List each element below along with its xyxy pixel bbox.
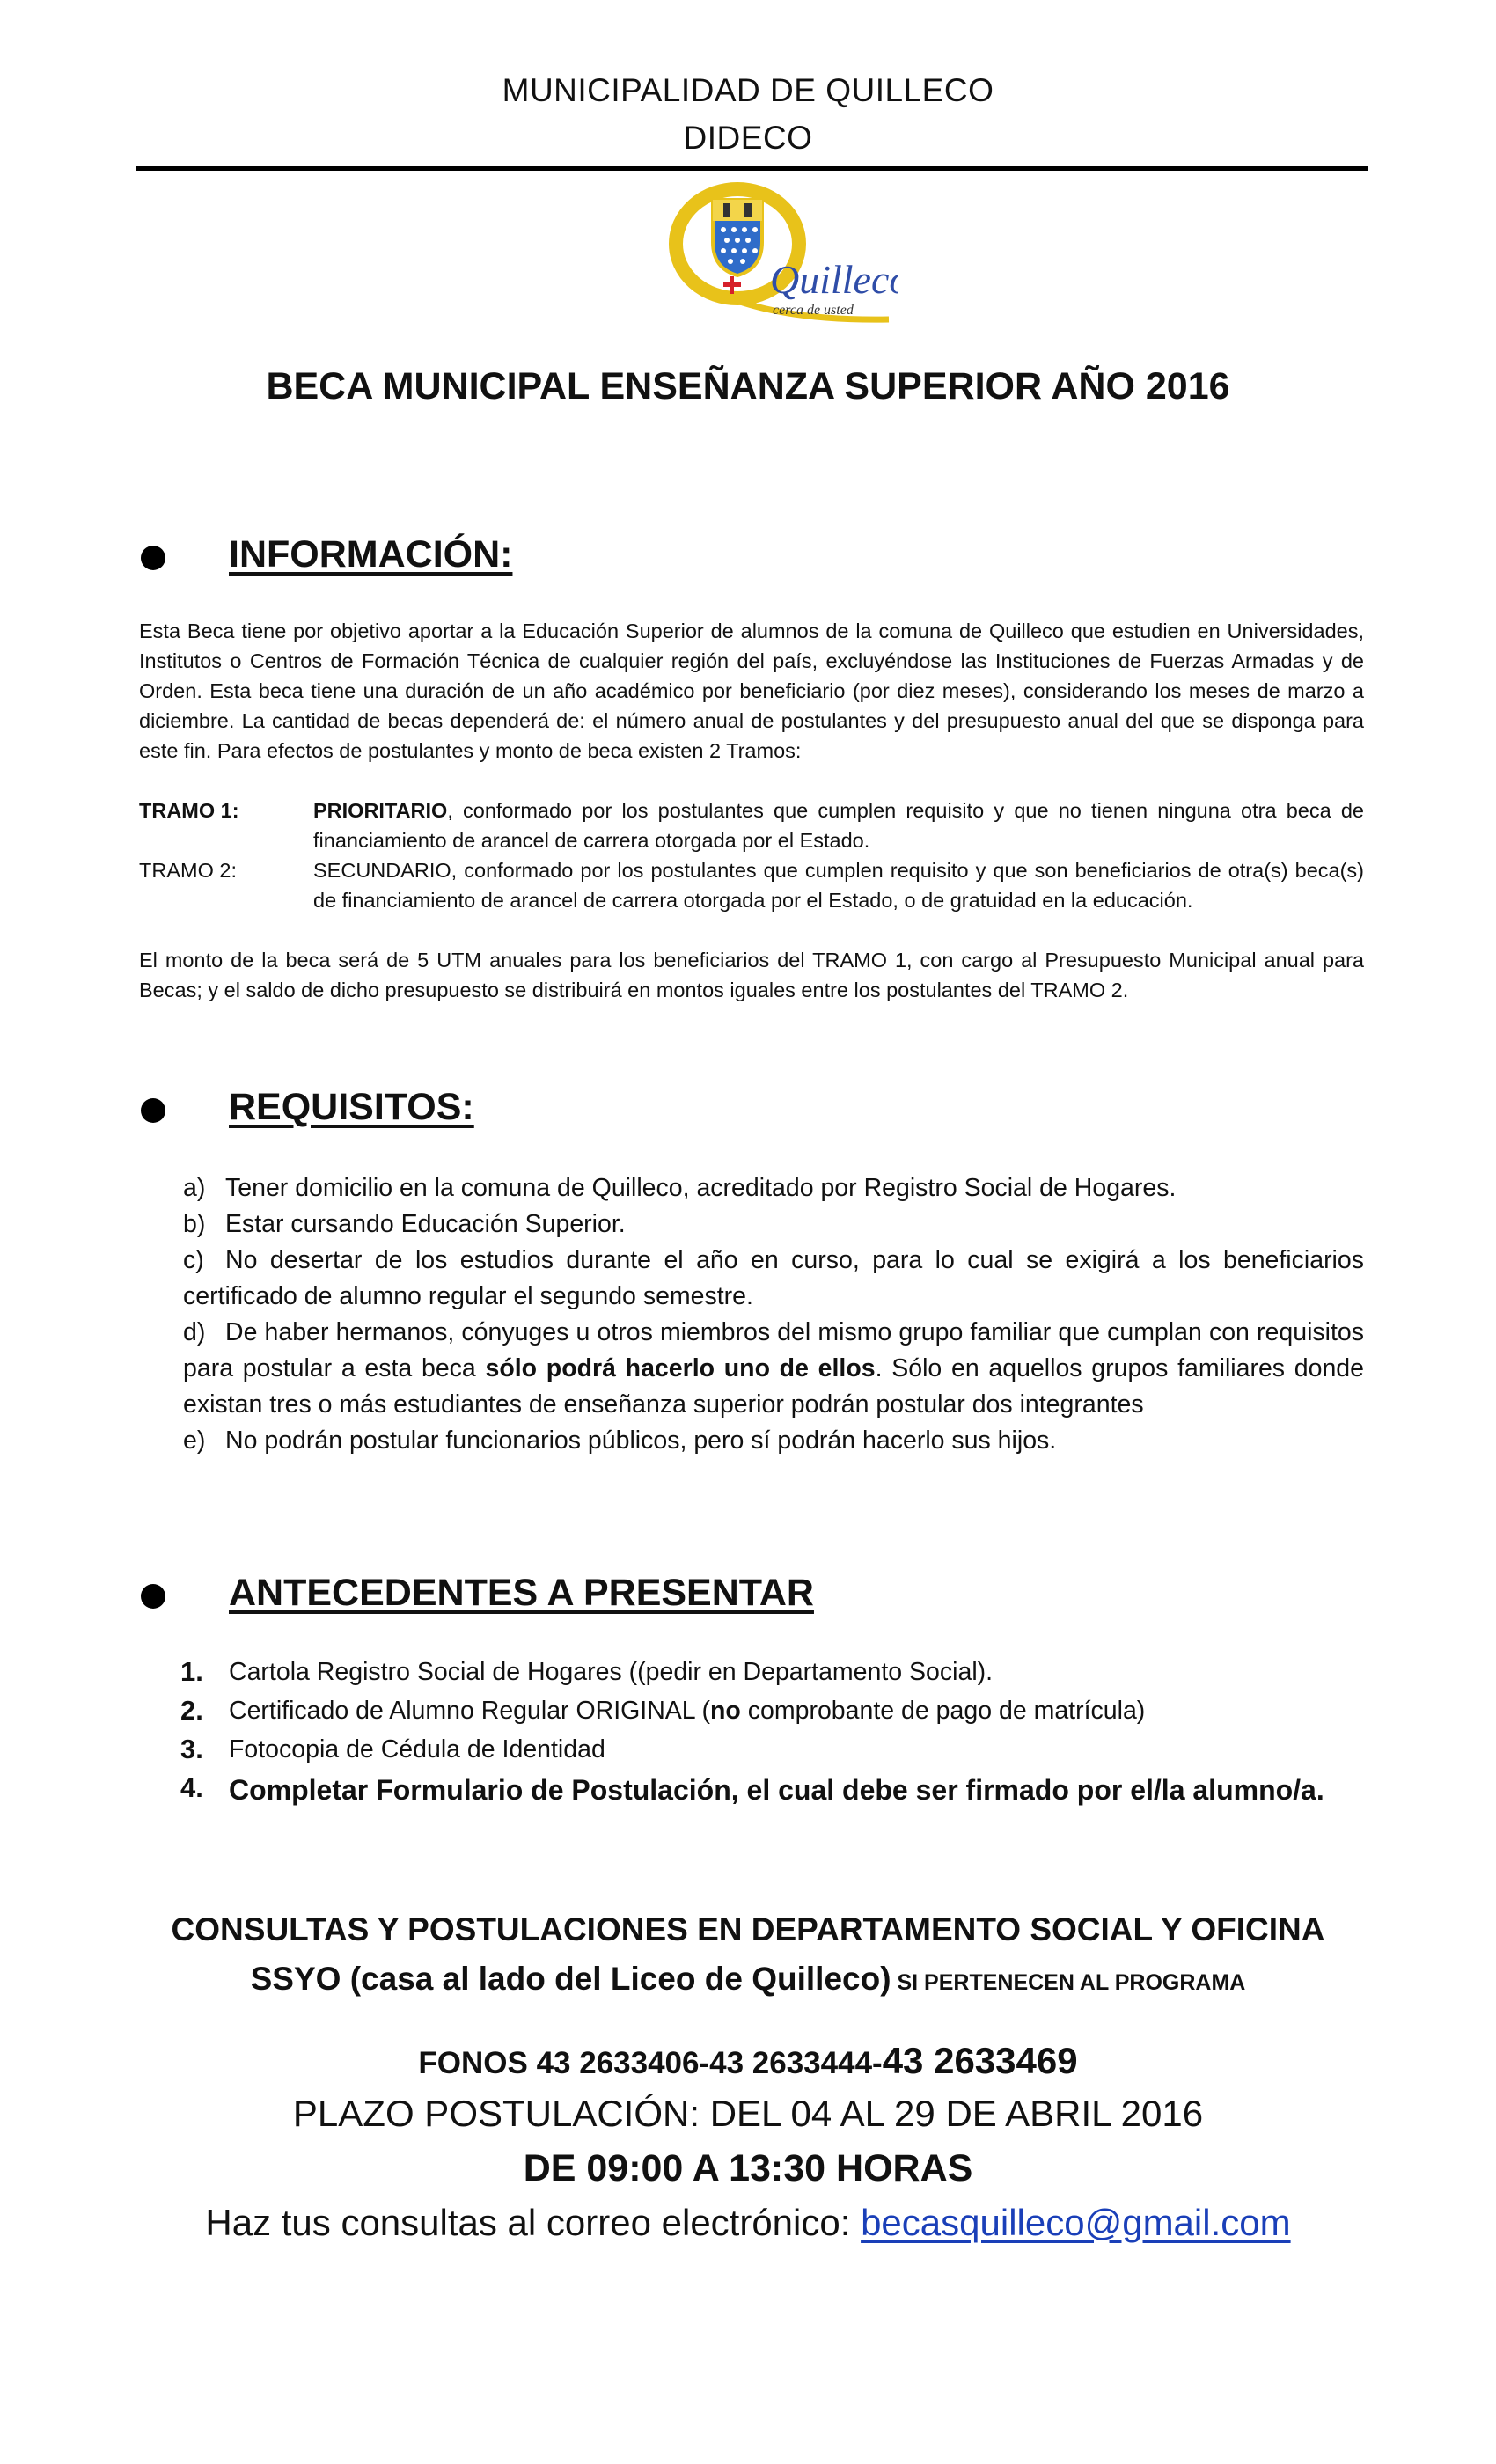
phone-line	[0, 2040, 1496, 2082]
tramo-keyword: PRIORITARIO	[313, 799, 448, 822]
monto-paragraph: El monto de la beca será de 5 UTM anuales para los beneficiarios del TRAMO 1, con cargo al Presupuesto Municipal anual para Becas; y el saldo de dicho presupuesto se distribuirá en montos iguales entre los postulantes del TRAMO 2.	[139, 949, 1364, 1001]
item-number: 1.	[180, 1656, 203, 1687]
email-link[interactable]: becasquilleco@gmail.com	[861, 2202, 1291, 2243]
contact-location: SSYO (casa al lado del Liceo de Quilleco)	[250, 1961, 891, 1997]
section-title: ANTECEDENTES A PRESENTAR	[229, 1572, 814, 1614]
item-letter: a)	[183, 1174, 206, 1202]
tramo-label: TRAMO 2:	[139, 859, 237, 882]
quilleco-crest-logo	[669, 180, 898, 334]
email-line	[0, 2202, 1496, 2244]
list-item	[180, 1691, 1364, 1730]
list-item	[183, 1170, 1364, 1206]
hours-line: DE 09:00 A 13:30 HORAS	[523, 2147, 973, 2189]
bullet-icon	[141, 1584, 165, 1609]
contact-line-2	[0, 1961, 1496, 1998]
tramo-description: , conformado por los postulantes que cumplen requisito y que no tienen ninguna otra beca de financiamiento de arancel de carrera otorgada por el Estado.	[313, 799, 1364, 852]
tramo-text	[313, 796, 1364, 855]
logo-tagline: cerca de usted	[773, 303, 854, 318]
item-text: Estar cursando Educación Superior.	[225, 1210, 626, 1238]
informacion-paragraph: Esta Beca tiene por objetivo aportar a la Educación Superior de alumnos de la comuna de Quilleco que estudien en Universidades, Institutos o Centros de Formación Técnica de cualquier región del país, excluyéndose las Instituciones de Fuerzas Armadas y de Orden. Esta beca tiene una duración de un año académico por beneficiario (por diez meses), considerando los meses de marzo a diciembre. La cantidad de becas dependerá de: el número anual de postulantes y del presupuesto anual del que se disponga para este fin. Para efectos de postulantes y monto de beca existen 2 Tramos:	[139, 620, 1364, 762]
item-letter: e)	[183, 1426, 206, 1455]
deadline-line: PLAZO POSTULACIÓN: DEL 04 AL 29 DE ABRIL 2016	[292, 2093, 1204, 2134]
item-text: No podrán postular funcionarios públicos, pero sí podrán hacerlo sus hijos.	[225, 1426, 1057, 1455]
list-item	[180, 1730, 1364, 1769]
logo-wordmark: Quilleco	[770, 257, 898, 302]
antecedentes-list	[180, 1653, 1364, 1811]
quilleco-logo	[669, 180, 898, 334]
phone-numbers: FONOS 43 2633406-43 2633444-	[418, 2046, 883, 2080]
item-number: 2.	[180, 1695, 203, 1726]
phone-number-extra: 43 2633469	[882, 2040, 1078, 2081]
contact-line-1: CONSULTAS Y POSTULACIONES EN DEPARTAMENTO SOCIAL Y OFICINA	[171, 1911, 1325, 1947]
item-text: No desertar de los estudios durante el año en curso, para lo cual se exigirá a los beneficiarios certificado de alumno regular el segundo semestre.	[183, 1246, 1364, 1310]
item-emphasis: no	[710, 1697, 741, 1725]
item-letter: c)	[183, 1246, 204, 1274]
list-item	[183, 1206, 1364, 1243]
section-title: INFORMACIÓN:	[229, 533, 513, 576]
item-number: 3.	[180, 1734, 203, 1764]
bullet-icon	[141, 1098, 165, 1123]
item-text: De haber hermanos, cónyuges u otros miembros del mismo grupo familiar que cumplan con requisitos para postular a esta beca	[183, 1318, 1364, 1382]
informacion-body	[139, 616, 1364, 1005]
item-text	[229, 1691, 1364, 1730]
list-item	[180, 1769, 1364, 1811]
item-letter: d)	[183, 1318, 206, 1346]
item-number: 4.	[180, 1772, 203, 1803]
contact-note: SI PERTENECEN AL PROGRAMA	[891, 1970, 1246, 1995]
tramo-1	[139, 796, 1364, 855]
document-title: BECA MUNICIPAL ENSEÑANZA SUPERIOR AÑO 2016	[266, 365, 1230, 407]
item-text-part: comprobante de pago de matrícula)	[740, 1697, 1146, 1725]
list-item	[183, 1243, 1364, 1315]
item-text: Cartola Registro Social de Hogares ((pedir en Departamento Social).	[229, 1658, 994, 1686]
item-text: . Sólo en aquellos grupos familiares donde existan tres o más estudiantes de enseñanza superior podrán postular dos integrantes	[183, 1354, 1365, 1419]
bullet-icon	[141, 546, 165, 570]
email-label: Haz tus consultas al correo electrónico:	[205, 2202, 862, 2243]
item-letter: b)	[183, 1210, 206, 1238]
list-item	[180, 1653, 1364, 1691]
tramo-text: SECUNDARIO, conformado por los postulantes que cumplen requisito y que son beneficiarios de otra(s) beca(s) de financiamiento de arancel de carrera otorgada por el Estado, o de gratuidad en la educación.	[313, 859, 1364, 912]
department-name: DIDECO	[683, 120, 813, 156]
municipality-name: MUNICIPALIDAD DE QUILLECO	[502, 72, 994, 108]
item-text: Tener domicilio en la comuna de Quilleco, acreditado por Registro Social de Hogares.	[225, 1174, 1177, 1202]
item-text-part: Certificado de Alumno Regular ORIGINAL (	[229, 1697, 711, 1725]
tramo-2	[139, 855, 1364, 915]
requisitos-list	[183, 1170, 1364, 1459]
item-emphasis: sólo podrá hacerlo uno de ellos	[485, 1354, 876, 1382]
header-rule	[136, 166, 1368, 171]
section-title: REQUISITOS:	[229, 1086, 474, 1128]
tramo-label: TRAMO 1:	[139, 799, 239, 822]
list-item	[183, 1423, 1364, 1459]
list-item	[183, 1315, 1364, 1423]
item-text: Fotocopia de Cédula de Identidad	[229, 1735, 605, 1764]
item-text: Completar Formulario de Postulación, el cual debe ser firmado por el/la alumno/a.	[229, 1774, 1324, 1806]
